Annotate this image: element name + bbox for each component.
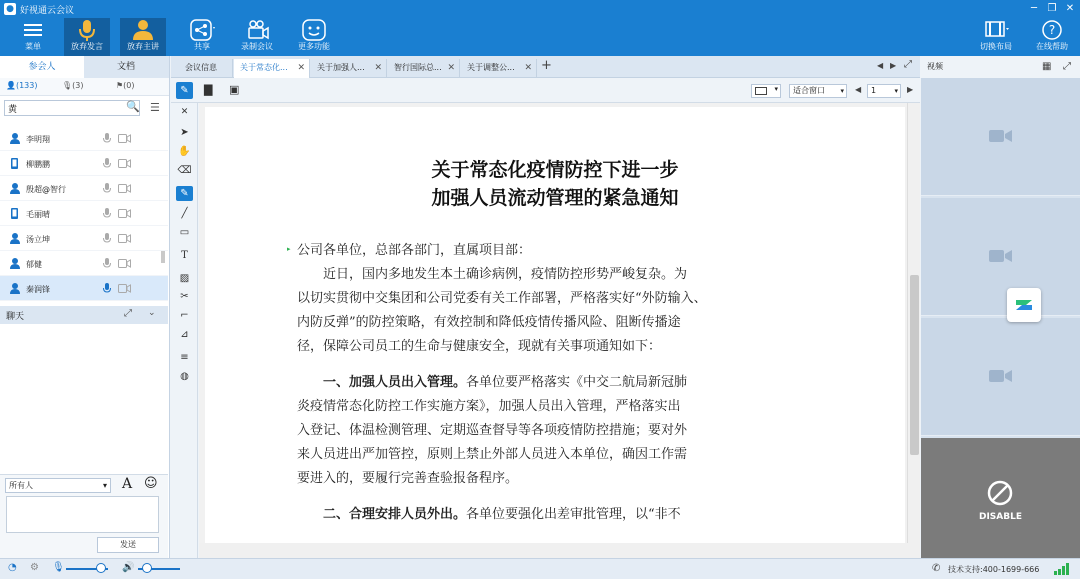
document-viewer <box>199 103 907 558</box>
dropdown-arrow-icon: ▾ <box>840 87 844 95</box>
video-slot-2[interactable] <box>921 198 1080 316</box>
more-features-button[interactable]: 更多功能 <box>293 18 335 56</box>
share-icon <box>187 18 217 42</box>
dropdown-arrow-icon: ▾ <box>774 85 778 93</box>
palette-icon[interactable]: ◍ <box>180 371 189 382</box>
status-bar <box>0 558 1080 579</box>
dropdown-arrow-icon: ▾ <box>894 87 898 95</box>
filter-all[interactable]: 👤(133) <box>6 81 38 90</box>
snapshot-icon[interactable]: ⊿ <box>180 329 189 340</box>
list-view-icon[interactable]: ☰ <box>150 101 160 114</box>
title-bar <box>0 0 1080 18</box>
user-icon: 👤 <box>6 81 16 90</box>
tab-doc-4[interactable]: 关于调整公... ✕ <box>461 59 537 78</box>
tab-participants[interactable]: 参会人 <box>0 56 84 78</box>
tab-doc-3[interactable]: 智行国际总... ✕ <box>388 59 460 78</box>
phone-icon: ✆ <box>932 563 941 574</box>
app-widget-icon <box>1013 294 1035 319</box>
tab-doc-1[interactable]: 关于常态化... ✕ <box>234 59 310 78</box>
chat-controls <box>0 474 168 558</box>
participant-name: 郁健 <box>26 260 42 269</box>
maximize-icon[interactable]: ❐ <box>1047 3 1057 14</box>
mic-volume-knob[interactable] <box>96 563 106 573</box>
participant-camera-icon[interactable] <box>118 184 131 195</box>
participant-camera-icon[interactable] <box>118 259 131 270</box>
participant-camera-icon[interactable] <box>118 284 131 295</box>
close-palette-icon[interactable]: ✕ <box>180 107 189 117</box>
tab-doc-2[interactable]: 关于加强人... ✕ <box>311 59 387 78</box>
camera-icon <box>989 128 1013 147</box>
add-tab-icon[interactable]: + <box>541 58 552 73</box>
save-icon[interactable]: ▣ <box>229 83 240 96</box>
layout-icon <box>981 18 1011 42</box>
page-select[interactable]: 1 ▾ <box>867 84 901 98</box>
tech-support-text: 技术支持:400-1699-666 <box>948 565 1040 574</box>
presenter-icon <box>128 18 158 42</box>
doc-title-line-2: 加强人员流动管理的紧急通知 <box>431 187 679 209</box>
user-icon <box>10 133 19 144</box>
doc-title-line-1: 关于常态化疫情防控下进一步 <box>431 159 679 181</box>
line-icon[interactable]: ╱ <box>181 208 188 219</box>
crop-icon[interactable]: ⌐ <box>180 310 189 321</box>
menu-button[interactable]: 菜单 <box>14 18 52 56</box>
participant-name: 殷超@智行 <box>26 185 66 194</box>
tab-documents[interactable]: 文档 <box>116 62 135 72</box>
chat-header <box>0 306 168 324</box>
next-tab-icon[interactable]: ▶ <box>890 61 897 70</box>
give-up-speaking-button[interactable]: 放弃发言 <box>64 18 110 56</box>
prev-page-icon[interactable]: ◀ <box>855 85 862 94</box>
search-icon[interactable]: 🔍 <box>126 100 140 113</box>
chat-messages <box>0 324 168 476</box>
pen-icon[interactable]: ✎ <box>176 186 193 201</box>
participant-row[interactable] <box>0 151 168 176</box>
user-icon <box>10 258 19 269</box>
paragraph-1-line-4: 径，保障公司员工的生命与健康安全，现就有关事项通知如下： <box>297 339 662 354</box>
paragraph-1-line-3: 内防反弹”的防控策略，有效控制和降低疫情传播风险、阻断传播途 <box>297 315 681 330</box>
participant-row[interactable] <box>0 276 168 301</box>
image-icon[interactable]: ▨ <box>179 273 190 284</box>
participant-name: 毛丽晴 <box>26 210 50 219</box>
dropdown-arrow-icon: ▾ <box>102 481 107 490</box>
search-box <box>4 100 165 120</box>
section-2-heading: 二、合理安排人员外出。 <box>323 507 467 522</box>
annotate-pen-icon[interactable]: ✎ <box>176 82 193 99</box>
participant-name: 李明翔 <box>26 135 50 144</box>
flag-icon: ⚑ <box>116 81 124 90</box>
cursor-marker-icon: ▸ <box>287 245 291 253</box>
salutation: 公司各单位，总部各部门，直属项目部： <box>297 243 532 258</box>
send-button[interactable]: 发送 <box>97 537 159 553</box>
online-help-button[interactable]: ? 在线帮助 <box>1032 18 1072 56</box>
camera-icon <box>989 248 1013 267</box>
document-toolbar <box>171 79 920 103</box>
participant-camera-icon[interactable] <box>118 209 131 220</box>
color-swatch-icon <box>755 87 767 95</box>
more-icon <box>299 18 329 42</box>
next-page-icon[interactable]: ▶ <box>907 85 914 94</box>
video-slot-3[interactable] <box>921 318 1080 436</box>
zoom-select[interactable]: 适合窗口 ▾ <box>789 84 847 98</box>
phone-device-icon <box>10 158 19 169</box>
filter-speaking[interactable]: 🎙(3) <box>62 81 84 90</box>
participant-camera-icon[interactable] <box>118 234 131 245</box>
participant-mic-icon[interactable] <box>103 283 111 296</box>
record-icon <box>242 18 272 42</box>
font-icon[interactable]: A <box>122 476 133 492</box>
mic-volume-icon[interactable]: 🎙 <box>52 562 65 573</box>
svg-text:?: ? <box>1048 23 1056 37</box>
participant-camera-icon[interactable] <box>118 134 131 145</box>
chat-input[interactable] <box>6 496 159 533</box>
section-1-line-3: 入登记、体温检测管理、定期巡查督导等各项疫情防控措施；要对外 <box>297 423 688 438</box>
window-title: 好视通云会议 <box>20 6 75 16</box>
participant-mic-icon[interactable] <box>103 183 111 196</box>
menu-icon <box>18 18 48 42</box>
video-slot-1[interactable] <box>921 78 1080 196</box>
pointer-icon[interactable]: ➤ <box>180 127 189 138</box>
participant-name: 汤立坤 <box>26 235 50 244</box>
participant-row[interactable] <box>0 126 168 151</box>
close-tab-icon[interactable]: ✕ <box>374 63 382 73</box>
phone-device-icon <box>10 208 19 219</box>
prev-tab-icon[interactable]: ◀ <box>877 61 884 70</box>
section-2-line-1: 二、合理安排人员外出。各单位要强化出差审批管理，以“非不 <box>323 507 681 522</box>
participant-row[interactable] <box>0 201 168 226</box>
main-toolbar <box>0 18 1080 56</box>
microphone-small-icon: 🎙 <box>62 81 73 90</box>
participant-name: 秦润锋 <box>26 285 50 294</box>
participant-mic-icon[interactable] <box>103 133 111 146</box>
close-tab-icon[interactable]: ✕ <box>297 63 305 73</box>
emoji-icon[interactable]: ☺ <box>144 476 158 491</box>
switch-layout-button[interactable]: 切换布局 <box>976 18 1016 56</box>
close-icon[interactable]: ✕ <box>1065 3 1075 14</box>
participant-mic-icon[interactable] <box>103 258 111 271</box>
document-page <box>205 107 905 558</box>
document-tabs <box>171 56 920 78</box>
participant-mic-icon[interactable] <box>103 158 111 171</box>
user-icon <box>10 183 19 194</box>
minimize-icon[interactable]: ─ <box>1030 3 1038 14</box>
section-1-line-2: 炎疫情常态化防控工作实施方案》，加强人员出入管理，严格落实出 <box>297 399 681 414</box>
speaker-volume-knob[interactable] <box>142 563 152 573</box>
app-logo-icon: ● <box>4 3 16 15</box>
disable-label: DISABLE <box>978 512 1022 522</box>
user-icon <box>10 233 19 244</box>
scrollbar-thumb[interactable] <box>910 275 919 455</box>
page-color-select[interactable] <box>751 84 781 98</box>
participant-row[interactable] <box>0 226 168 251</box>
floating-app-button[interactable] <box>1007 288 1041 322</box>
section-1-line-5: 要进入的，要履行完善查验报备程序。 <box>297 471 519 486</box>
video-title: 视频 <box>927 62 943 71</box>
participant-camera-icon[interactable] <box>118 159 131 170</box>
chat-label: 聊天 <box>6 312 25 322</box>
give-up-presenter-button[interactable]: 放弃主讲 <box>120 18 166 56</box>
disabled-video-slot <box>921 438 1080 558</box>
camera-icon <box>989 368 1013 387</box>
document-scrollbar[interactable] <box>907 103 920 543</box>
close-tab-icon[interactable]: ✕ <box>524 63 532 73</box>
left-panel <box>0 56 170 558</box>
text-icon[interactable]: T <box>181 250 188 261</box>
tab-meeting-info[interactable]: 会议信息 <box>171 59 233 78</box>
chevron-down-icon[interactable]: ⌄ <box>148 308 156 318</box>
network-icon[interactable]: ◔ <box>8 562 17 573</box>
participant-mic-icon[interactable] <box>103 208 111 221</box>
participant-mic-icon[interactable] <box>103 233 111 246</box>
participant-list <box>0 126 168 301</box>
close-tab-icon[interactable]: ✕ <box>447 63 455 73</box>
fullscreen-icon[interactable]: ⤢ <box>904 59 912 70</box>
signal-icon <box>1054 563 1070 577</box>
folder-icon[interactable]: ▇ <box>204 83 213 96</box>
video-grid-icon[interactable]: ▦ <box>1042 61 1052 72</box>
document-bottom-bar <box>199 543 920 558</box>
filter-hand[interactable]: ⚑(0) <box>116 81 135 90</box>
section-1-line-1: 一、加强人员出入管理。各单位要严格落实《中交二航局新冠肺 <box>323 375 688 390</box>
record-meeting-button[interactable]: 录制会议 <box>237 18 277 56</box>
participant-row[interactable] <box>0 176 168 201</box>
participant-row[interactable] <box>0 251 168 276</box>
paragraph-1-line-1: 近日，国内多地发生本土确诊病例，疫情防控形势严峻复杂。为 <box>323 267 688 282</box>
speaker-icon[interactable]: 🔊 <box>122 562 135 573</box>
annotation-palette <box>171 103 198 558</box>
list-scrollbar[interactable] <box>161 251 165 263</box>
share-button[interactable]: 共享 <box>184 18 220 56</box>
microphone-icon <box>72 18 102 42</box>
line-width-icon[interactable]: ≡ <box>180 352 189 363</box>
search-input[interactable] <box>4 100 140 116</box>
popout-icon[interactable]: ⤢ <box>124 308 132 319</box>
section-1-line-4: 来人员进出严加管控，原则上禁止外部人员进入本单位，确因工作需 <box>297 447 688 462</box>
video-header <box>921 56 1080 78</box>
paragraph-1-line-2: 以切实贯彻中交集团和公司党委有关工作部署，严格落实好“外防输入、 <box>297 291 707 306</box>
disable-icon <box>987 480 1013 509</box>
video-fullscreen-icon[interactable]: ⤢ <box>1063 61 1071 72</box>
user-icon <box>10 283 19 294</box>
status-settings-icon[interactable]: ⚙ <box>30 562 39 573</box>
section-1-heading: 一、加强人员出入管理。 <box>323 375 467 390</box>
left-tabs <box>0 56 169 78</box>
participant-filters <box>0 78 169 96</box>
participant-name: 柳鹏鹏 <box>26 160 50 169</box>
cut-icon[interactable]: ✂ <box>180 291 189 302</box>
chat-target-select[interactable]: 所有人 ▾ <box>5 478 111 493</box>
video-panel <box>921 56 1080 558</box>
hand-icon[interactable]: ✋ <box>178 146 191 157</box>
rectangle-icon[interactable]: ▭ <box>179 227 190 238</box>
eraser-icon[interactable]: ⌫ <box>177 165 192 176</box>
help-icon <box>1037 18 1067 42</box>
